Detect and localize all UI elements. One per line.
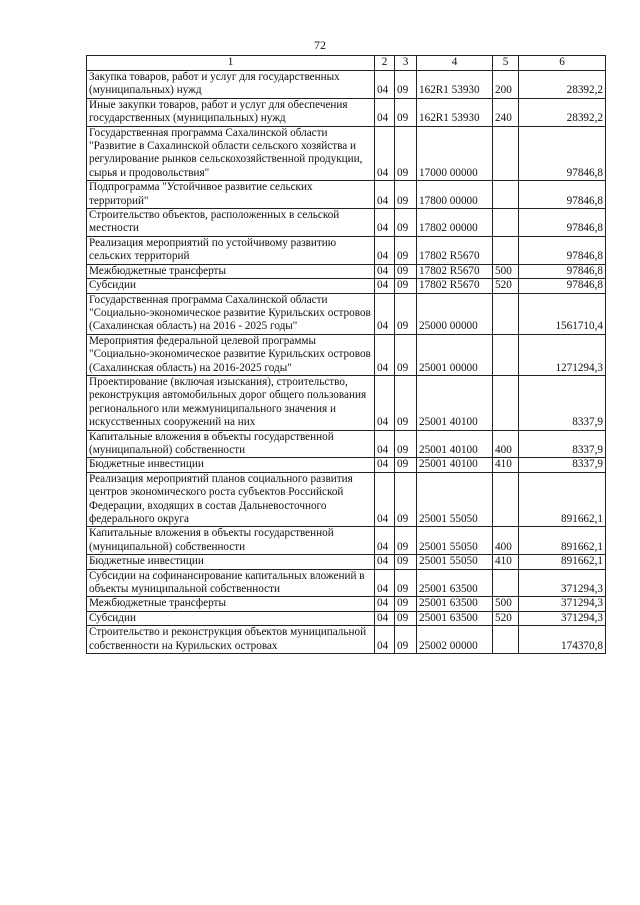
target-article-cell: 17802 R5670 <box>417 264 493 278</box>
row-name-cell: Реализация мероприятий планов социального развития центров экономического роста субъектов Российской Федерации, входящих в состав Дальневосточного федерального округа <box>87 472 375 527</box>
target-article-cell: 25001 63500 <box>417 569 493 597</box>
section-code-cell: 04 <box>375 126 395 181</box>
expense-type-cell <box>493 293 519 334</box>
target-article-cell: 162R1 53930 <box>417 98 493 126</box>
expense-type-cell <box>493 236 519 264</box>
section-code-cell: 04 <box>375 555 395 569</box>
table-row <box>87 458 606 472</box>
target-article-cell: 25001 55050 <box>417 472 493 527</box>
row-name-cell: Строительство объектов, расположенных в сельской местности <box>87 209 375 237</box>
target-article-cell: 25001 63500 <box>417 597 493 611</box>
table-row <box>87 279 606 293</box>
column-header-3: 3 <box>395 56 417 71</box>
row-name-cell: Подпрограмма "Устойчивое развитие сельских территорий" <box>87 181 375 209</box>
section-code-cell: 04 <box>375 236 395 264</box>
subsection-code-cell: 09 <box>395 98 417 126</box>
table-row <box>87 334 606 375</box>
subsection-code-cell: 09 <box>395 611 417 625</box>
column-header-5: 5 <box>493 56 519 71</box>
subsection-code-cell: 09 <box>395 626 417 654</box>
row-name-cell: Иные закупки товаров, работ и услуг для обеспечения государственных (муниципальных) нужд <box>87 98 375 126</box>
target-article-cell: 25001 55050 <box>417 527 493 555</box>
subsection-code-cell: 09 <box>395 181 417 209</box>
target-article-cell: 17000 00000 <box>417 126 493 181</box>
row-name-cell: Реализация мероприятий по устойчивому развитию сельских территорий <box>87 236 375 264</box>
table-body <box>87 71 606 654</box>
section-code-cell: 04 <box>375 264 395 278</box>
target-article-cell: 17800 00000 <box>417 181 493 209</box>
target-article-cell: 25000 00000 <box>417 293 493 334</box>
table-row <box>87 430 606 458</box>
table-header-row <box>87 56 606 71</box>
subsection-code-cell: 09 <box>395 458 417 472</box>
subsection-code-cell: 09 <box>395 527 417 555</box>
row-name-cell: Субсидии <box>87 611 375 625</box>
amount-cell: 891662,1 <box>519 555 606 569</box>
expense-type-cell <box>493 569 519 597</box>
table-row <box>87 71 606 99</box>
amount-cell: 97846,8 <box>519 126 606 181</box>
expense-type-cell: 410 <box>493 555 519 569</box>
subsection-code-cell: 09 <box>395 71 417 99</box>
expense-type-cell: 410 <box>493 458 519 472</box>
expense-type-cell: 400 <box>493 527 519 555</box>
subsection-code-cell: 09 <box>395 236 417 264</box>
expense-type-cell <box>493 126 519 181</box>
amount-cell: 8337,9 <box>519 458 606 472</box>
expense-type-cell <box>493 626 519 654</box>
target-article-cell: 162R1 53930 <box>417 71 493 99</box>
section-code-cell: 04 <box>375 71 395 99</box>
expense-type-cell: 500 <box>493 264 519 278</box>
table-row <box>87 209 606 237</box>
section-code-cell: 04 <box>375 611 395 625</box>
table-row <box>87 569 606 597</box>
column-header-2: 2 <box>375 56 395 71</box>
amount-cell: 28392,2 <box>519 98 606 126</box>
table-row <box>87 597 606 611</box>
target-article-cell: 25001 55050 <box>417 555 493 569</box>
expense-type-cell: 400 <box>493 430 519 458</box>
table-row <box>87 126 606 181</box>
section-code-cell: 04 <box>375 527 395 555</box>
expense-type-cell: 500 <box>493 597 519 611</box>
table-row <box>87 555 606 569</box>
amount-cell: 28392,2 <box>519 71 606 99</box>
amount-cell: 891662,1 <box>519 472 606 527</box>
expense-type-cell <box>493 375 519 430</box>
table-row <box>87 98 606 126</box>
section-code-cell: 04 <box>375 430 395 458</box>
budget-table <box>86 55 606 654</box>
target-article-cell: 25001 40100 <box>417 375 493 430</box>
amount-cell: 371294,3 <box>519 611 606 625</box>
row-name-cell: Субсидии на софинансирование капитальных вложений в объекты муниципальной собственности <box>87 569 375 597</box>
table-row <box>87 236 606 264</box>
table-row <box>87 293 606 334</box>
section-code-cell: 04 <box>375 472 395 527</box>
section-code-cell: 04 <box>375 279 395 293</box>
section-code-cell: 04 <box>375 98 395 126</box>
amount-cell: 8337,9 <box>519 375 606 430</box>
target-article-cell: 25002 00000 <box>417 626 493 654</box>
subsection-code-cell: 09 <box>395 430 417 458</box>
section-code-cell: 04 <box>375 293 395 334</box>
row-name-cell: Бюджетные инвестиции <box>87 458 375 472</box>
section-code-cell: 04 <box>375 597 395 611</box>
amount-cell: 97846,8 <box>519 181 606 209</box>
amount-cell: 97846,8 <box>519 209 606 237</box>
row-name-cell: Бюджетные инвестиции <box>87 555 375 569</box>
subsection-code-cell: 09 <box>395 293 417 334</box>
row-name-cell: Межбюджетные трансферты <box>87 264 375 278</box>
subsection-code-cell: 09 <box>395 209 417 237</box>
section-code-cell: 04 <box>375 626 395 654</box>
expense-type-cell: 520 <box>493 279 519 293</box>
subsection-code-cell: 09 <box>395 334 417 375</box>
row-name-cell: Проектирование (включая изыскания), строительство, реконструкция автомобильных дорог общего пользования регионального или межмуниципального значения и искусственных сооружений на них <box>87 375 375 430</box>
column-header-6: 6 <box>519 56 606 71</box>
row-name-cell: Закупка товаров, работ и услуг для государственных (муниципальных) нужд <box>87 71 375 99</box>
expense-type-cell <box>493 181 519 209</box>
subsection-code-cell: 09 <box>395 597 417 611</box>
subsection-code-cell: 09 <box>395 375 417 430</box>
row-name-cell: Субсидии <box>87 279 375 293</box>
subsection-code-cell: 09 <box>395 472 417 527</box>
expense-type-cell: 520 <box>493 611 519 625</box>
expense-type-cell <box>493 334 519 375</box>
section-code-cell: 04 <box>375 569 395 597</box>
subsection-code-cell: 09 <box>395 126 417 181</box>
subsection-code-cell: 09 <box>395 569 417 597</box>
target-article-cell: 17802 R5670 <box>417 279 493 293</box>
subsection-code-cell: 09 <box>395 555 417 569</box>
expense-type-cell: 200 <box>493 71 519 99</box>
section-code-cell: 04 <box>375 375 395 430</box>
target-article-cell: 17802 00000 <box>417 209 493 237</box>
row-name-cell: Мероприятия федеральной целевой программы "Социально-экономическое развитие Курильских островов (Сахалинская область) на 2016-2025 годы" <box>87 334 375 375</box>
target-article-cell: 25001 00000 <box>417 334 493 375</box>
row-name-cell: Государственная программа Сахалинской области "Развитие в Сахалинской области сельского хозяйства и регулирование рынков сельскохозяйственной продукции, сырья и продовольствия" <box>87 126 375 181</box>
table-row <box>87 181 606 209</box>
amount-cell: 97846,8 <box>519 279 606 293</box>
table-row <box>87 375 606 430</box>
column-header-4: 4 <box>417 56 493 71</box>
target-article-cell: 25001 40100 <box>417 458 493 472</box>
amount-cell: 1271294,3 <box>519 334 606 375</box>
subsection-code-cell: 09 <box>395 264 417 278</box>
row-name-cell: Межбюджетные трансферты <box>87 597 375 611</box>
row-name-cell: Государственная программа Сахалинской области "Социально-экономическое развитие Курильских островов (Сахалинская область) на 2016 - 2025 годы" <box>87 293 375 334</box>
page-number: 72 <box>314 38 326 52</box>
amount-cell: 371294,3 <box>519 569 606 597</box>
section-code-cell: 04 <box>375 334 395 375</box>
column-header-1: 1 <box>87 56 375 71</box>
table-row <box>87 611 606 625</box>
expense-type-cell <box>493 472 519 527</box>
table-row <box>87 527 606 555</box>
row-name-cell: Капитальные вложения в объекты государственной (муниципальной) собственности <box>87 527 375 555</box>
amount-cell: 97846,8 <box>519 236 606 264</box>
section-code-cell: 04 <box>375 181 395 209</box>
row-name-cell: Капитальные вложения в объекты государственной (муниципальной) собственности <box>87 430 375 458</box>
table-row <box>87 626 606 654</box>
target-article-cell: 25001 40100 <box>417 430 493 458</box>
section-code-cell: 04 <box>375 209 395 237</box>
target-article-cell: 25001 63500 <box>417 611 493 625</box>
subsection-code-cell: 09 <box>395 279 417 293</box>
amount-cell: 8337,9 <box>519 430 606 458</box>
table-row <box>87 472 606 527</box>
amount-cell: 891662,1 <box>519 527 606 555</box>
section-code-cell: 04 <box>375 458 395 472</box>
target-article-cell: 17802 R5670 <box>417 236 493 264</box>
amount-cell: 1561710,4 <box>519 293 606 334</box>
expense-type-cell: 240 <box>493 98 519 126</box>
amount-cell: 97846,8 <box>519 264 606 278</box>
amount-cell: 371294,3 <box>519 597 606 611</box>
amount-cell: 174370,8 <box>519 626 606 654</box>
expense-type-cell <box>493 209 519 237</box>
row-name-cell: Строительство и реконструкция объектов муниципальной собственности на Курильских островах <box>87 626 375 654</box>
table-row <box>87 264 606 278</box>
